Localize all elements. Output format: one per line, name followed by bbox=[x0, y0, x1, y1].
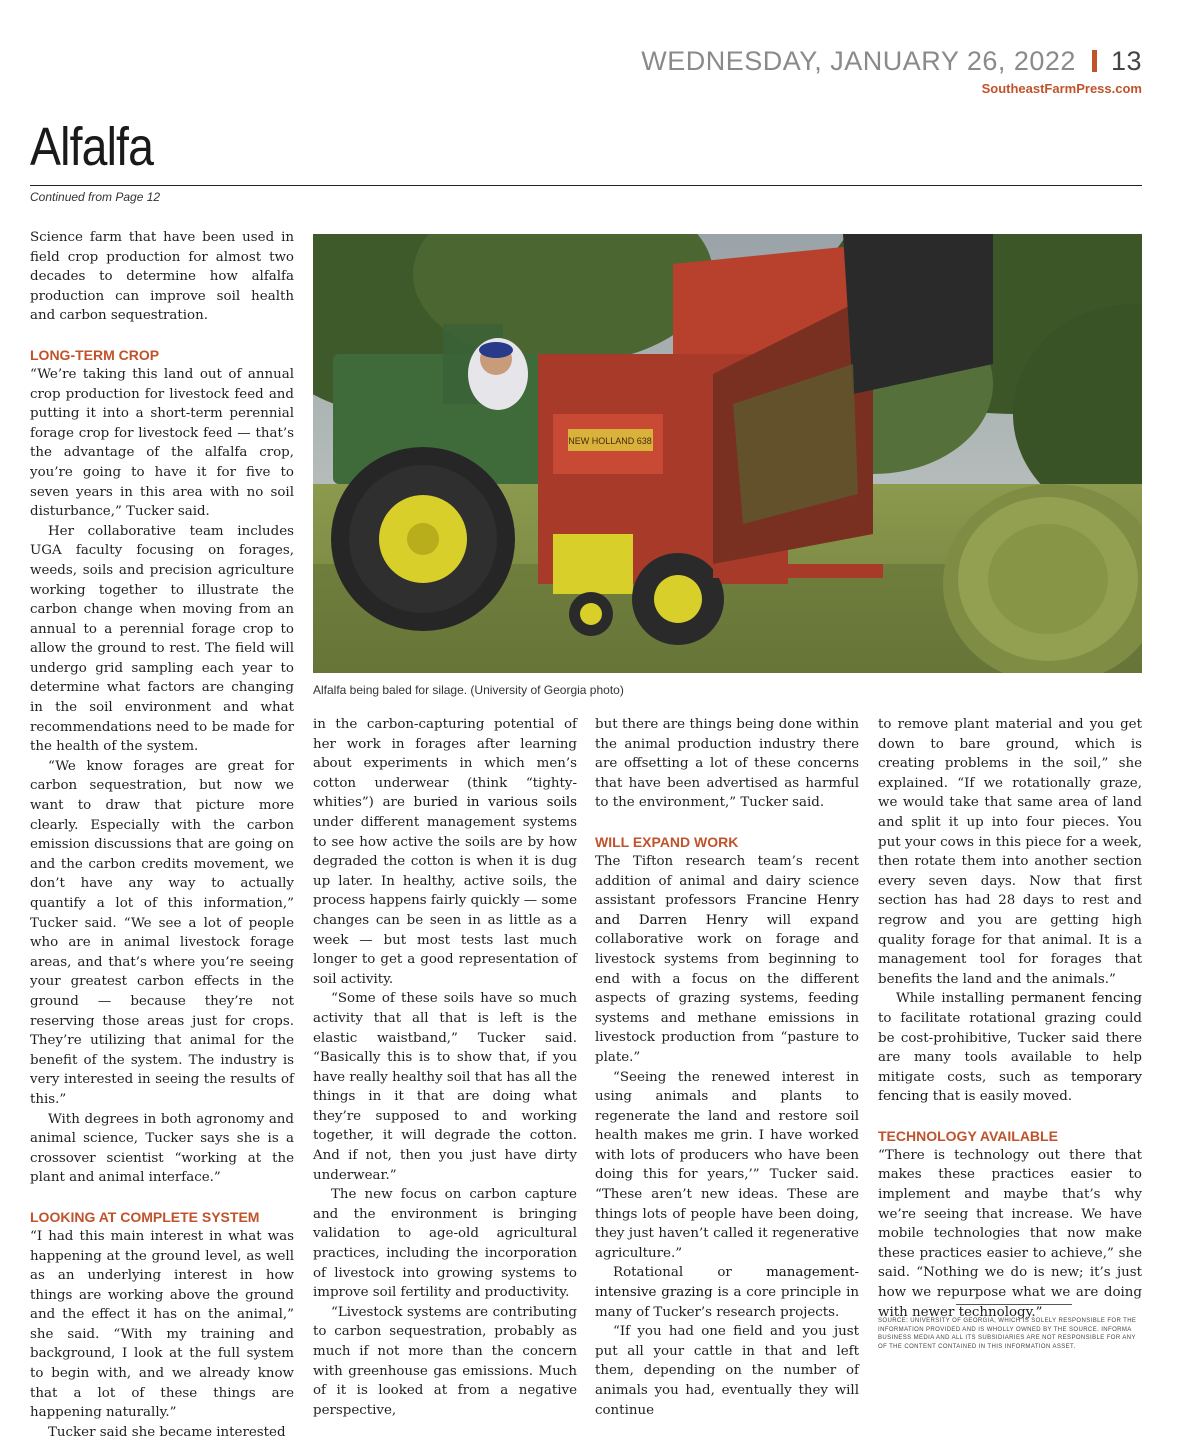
source-divider bbox=[956, 1304, 1072, 1305]
paragraph: “I had this main interest in what was happening at the ground level, as well as an underlying interest in how things are working above the ground and the effect it has on the animal,” she said. “With my training and background, I look at the full system to begin with, and we already know that a lot of these things are happening naturally.” bbox=[30, 1228, 294, 1421]
paragraph: “Seeing the renewed interest in using animals and plants to regenerate the land and restore soil health makes me grin. I have worked with lots of producers who have been doing this for years,’” Tucker said. “These aren’t new ideas. These are things lots of people have been doing, they just haven’t called it regenerative agriculture.” bbox=[595, 1069, 859, 1261]
website-link[interactable]: SoutheastFarmPress.com bbox=[981, 81, 1142, 96]
paragraph: “There is technology out there that makes these practices easier to implement and maybe that’s why we’re seeing that increase. We have mobile technologies that now make these practices easier to achieve,” she said. “Nothing we do is new; it’s just how we repurpose what we are doing with newer technology.” bbox=[878, 1147, 1142, 1320]
paragraph bbox=[595, 852, 859, 1068]
headline-rule bbox=[30, 185, 1142, 186]
column-1 bbox=[30, 228, 294, 1442]
page-number: 13 bbox=[1110, 46, 1142, 76]
alfalfa-baling-photo bbox=[313, 234, 1142, 673]
paragraph: Tucker said she became interested bbox=[48, 1424, 286, 1440]
column-3 bbox=[595, 715, 859, 1420]
continued-from-label: Continued from Page 12 bbox=[30, 190, 161, 204]
paragraph bbox=[313, 715, 577, 989]
paragraph-text: is a core principle in many of Tucker’s research projects. bbox=[595, 1285, 859, 1320]
paragraph bbox=[595, 1263, 859, 1322]
paragraph: to remove plant material and you get down to bare ground, which is creating problems in the soil,” she explained. “If we rotationally graze, we would take that same area of land and split it up into four pieces. You put your cows in this piece for a week, then rotate them into another section every seven days. Now that first section has had 28 days to rest and regrow and you are getting high quality forage for that animal. It is a management tool for forages that benefits the land and the animals.” bbox=[878, 717, 1142, 987]
paragraph-text: While installing bbox=[896, 991, 1011, 1007]
paragraph-text: to facilitate rotational grazing could be cost-prohibitive, Tucker said there are many tools available to help mitigate costs, such as bbox=[878, 1010, 1142, 1085]
separator-bar bbox=[1092, 50, 1097, 72]
masthead bbox=[641, 44, 1142, 98]
paragraph: “We know forages are great for carbon sequestration, but now we want to draw that picture more clearly. Especially with the carbon emission discussions that are going on and the carbon credits movement, we don’t have any way to actually quantify a lot of this information,” Tucker said. “We see a lot of people who are in animal livestock forage areas, and that’s where you’re seeing your greatest carbon effects in the ground — because they’re not reserving those areas just for crops. They’re utilizing that animal for the benefit of the system. The industry is very interested in seeing the results of this.” bbox=[30, 758, 294, 1107]
baler-illustration bbox=[313, 234, 1142, 673]
subhead-looking-at-complete-system: LOOKING AT COMPLETE SYSTEM bbox=[30, 1208, 260, 1225]
paragraph-text: The Tifton research team’s recent addition of animal and dairy science assistant professors bbox=[595, 853, 859, 909]
paragraph: With degrees in both agronomy and animal science, Tucker says she is a crossover scientist “working at the plant and animal interface.” bbox=[30, 1111, 294, 1186]
paragraph: The new focus on carbon capture and the environment is bringing validation to age-old agricultural practices, including the incorporation of livestock into growing systems to improve soil fertility and productivity. bbox=[313, 1187, 577, 1301]
paragraph-text: that is easily moved. bbox=[928, 1089, 1073, 1105]
article-headline: Alfalfa bbox=[30, 117, 154, 177]
paragraph-text: under different management systems to see how active the soils are by how degraded the cotton is when it is dug up later. In healthy, active soils, the process happens fairly quickly — some changes can be seen in as little as a week — but most tests last much longer to get a good representation of soil activity. bbox=[313, 814, 578, 987]
column-2 bbox=[313, 715, 577, 1420]
paragraph: “Some of these soils have so much activity that all that is left is the elastic waistband,” Tucker said. “Basically this is to show that, if you have really healthy soil that has all the things in it that are doing what they’re supposed to and working together, it will degrade the cotton. And if not, then you just have dirty underwear.” bbox=[313, 991, 577, 1183]
column-4 bbox=[878, 715, 1142, 1322]
paragraph: Science farm that have been used in field crop production for almost two decades to determine how alfalfa production can improve soil health and carbon sequestration. bbox=[30, 230, 294, 324]
date-line bbox=[641, 44, 1142, 78]
subhead-technology-available: TECHNOLOGY AVAILABLE bbox=[878, 1127, 1058, 1144]
paragraph-text: in the carbon-capturing potential of her work in forages after learning about experiments in which men’s cotton underwear (think “tighty-whities”) are bbox=[313, 717, 577, 811]
link-temporary-fencing[interactable]: temporary fencing bbox=[878, 1069, 1142, 1105]
paragraph bbox=[878, 989, 1142, 1107]
photo-caption: Alfalfa being baled for silage. (University of Georgia photo) bbox=[313, 683, 624, 697]
link-buried-in-various-soils[interactable]: buried in various soils bbox=[413, 795, 577, 811]
baler-brand-text: NEW HOLLAND 638 bbox=[568, 436, 652, 446]
paragraph: “If you had one field and you just put all your cattle in that and left them, depending on the number of animals you had, eventually they will continue bbox=[595, 1324, 859, 1418]
paragraph: “Livestock systems are contributing to carbon sequestration, probably as much if not more than the concern with greenhouse gas emissions. Much of it is looked at from a negative perspective, bbox=[313, 1304, 577, 1418]
subhead-will-expand-work: WILL EXPAND WORK bbox=[595, 833, 739, 850]
link-francine-darren-henry[interactable]: Francine Henry and Darren Henry bbox=[595, 893, 859, 928]
link-management-intensive-grazing[interactable]: management-intensive grazing bbox=[595, 1265, 859, 1301]
paragraph-text: Rotational or bbox=[613, 1265, 767, 1281]
paragraph: Her collaborative team includes UGA faculty focusing on forages, weeds, soils and precision agriculture working together to illustrate the carbon change when moving from an annual to a perennial forage crop to allow the ground to rest. The field will undergo grid sampling each year to determine what factors are changing in the soil environment and what recommendations need to be made for the health of the system. bbox=[30, 523, 294, 755]
subhead-long-term-crop: LONG-TERM CROP bbox=[30, 346, 160, 363]
paragraph-text: will expand collaborative work on forage and livestock systems from beginning to end with a focus on the different aspects of grazing systems, feeding systems and methane emissions in livestock production from “pasture to plate.” bbox=[595, 912, 859, 1065]
paragraph: “We’re taking this land out of annual crop production for livestock feed and putting it into a short-term perennial forage crop for livestock feed — that’s the advantage of the alfalfa crop, you’re going to have it for five to seven years in this area with no soil disturbance,” Tucker said. bbox=[30, 366, 294, 520]
paragraph: but there are things being done within the animal production industry there are offsetting a lot of these concerns that have been advertised as harmful to the environment,” Tucker said. bbox=[595, 717, 859, 811]
source-note: SOURCE: UNIVERSITY OF GEORGIA, WHICH IS SOLELY RESPONSIBLE FOR THE INFORMATION PROVIDED AND IS WHOLLY OWNED BY THE SOURCE. INFORMA BUSINESS MEDIA AND ALL ITS SUBSIDIARIES ARE NOT RESPONSIBLE FOR ANY OF THE CONTENT CONTAINED IN THIS INFORMATION ASSET. bbox=[878, 1318, 1137, 1350]
issue-date: WEDNESDAY, JANUARY 26, 2022 bbox=[641, 46, 1076, 76]
link-permanent-fencing[interactable]: permanent fencing bbox=[1010, 991, 1143, 1007]
